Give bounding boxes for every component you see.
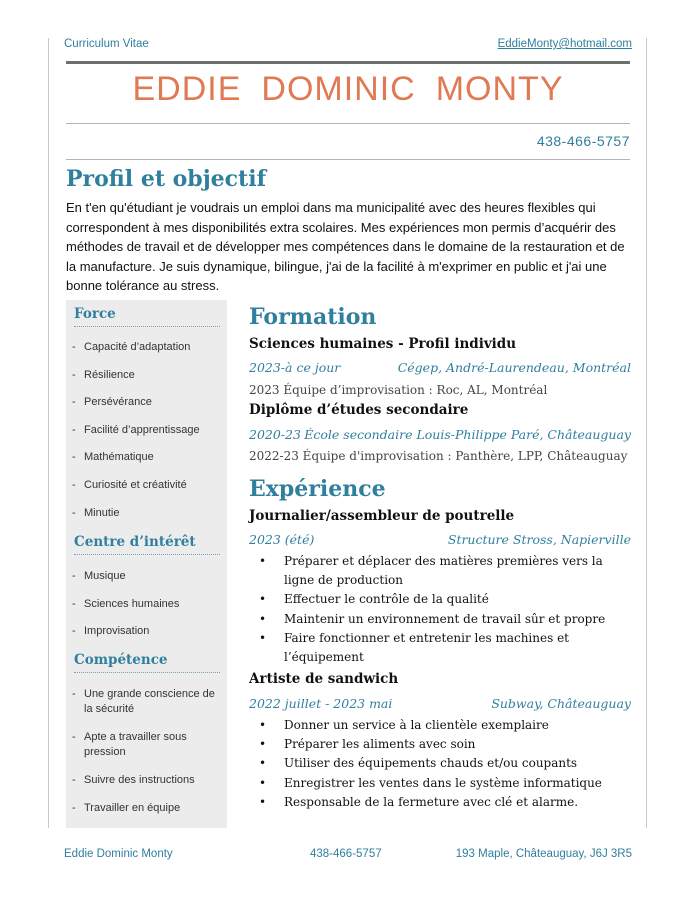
- list-item: - Sciences humaines: [72, 597, 222, 625]
- list-item: - Capacité d’adaptation: [72, 340, 222, 368]
- experience-tasks-list: [259, 716, 631, 812]
- footer-name: Eddie Dominic Monty: [64, 848, 173, 860]
- profile-text: En t'en qu'étudiant je voudrais un emploi dans ma municipalité avec des heures flexibles qui correspondent à mes disponibilités extra scolaires. Mes expériences mon permis d’acquérir des méthodes de travail et de développer mes compétences dans le domaine de la restauration et de la manufacture. Je suis dynamique, bilingue, j'ai de la facilité à m'exprimer en public et j'ai une bonne tolérance au stress.: [66, 200, 625, 293]
- right-margin-line: [646, 38, 647, 828]
- force-list: [72, 340, 222, 533]
- footer-address: 193 Maple, Châteauguay, J6J 3R5: [455, 848, 632, 860]
- header-rule-bottom: [66, 159, 630, 160]
- sidebar: [66, 300, 227, 828]
- skills-list: [72, 687, 222, 829]
- last-name: MONTY: [435, 70, 564, 108]
- email-link[interactable]: EddieMonty@hotmail.com: [497, 38, 632, 50]
- task-item: • Donner un service à la clientèle exemplaire: [259, 716, 631, 735]
- header-phone: 438-466-5757: [536, 133, 630, 149]
- force-heading: Force: [74, 306, 220, 327]
- list-item: - Résilience: [72, 368, 222, 396]
- entry-date: 2020-23: [249, 427, 301, 442]
- interests-heading: Centre d’intérêt: [74, 534, 220, 555]
- header-rule-top: [66, 61, 630, 64]
- entry-place: Cégep, André-Laurendeau, Montréal: [397, 360, 631, 375]
- list-item: - Curiosité et créativité: [72, 478, 222, 506]
- formation-entry-meta: [249, 360, 631, 378]
- list-item: - Suivre des instructions: [72, 773, 222, 788]
- formation-entry-meta: [249, 427, 631, 445]
- entry-date: 2022 juillet - 2023 mai: [249, 696, 393, 711]
- task-item: • Responsable de la fermeture avec clé et alarme.: [259, 793, 631, 812]
- entry-place: École secondaire Louis-Philippe Paré, Châteauguay: [304, 427, 631, 442]
- formation-entry-note: 2023 Équipe d’improvisation : Roc, AL, Montréal: [249, 383, 548, 397]
- experience-entry-title: Journalier/assembleur de poutrelle: [249, 508, 515, 524]
- interests-list: [72, 569, 222, 652]
- header-rule-middle: [66, 123, 630, 124]
- entry-date: 2023 (été): [249, 532, 315, 547]
- entry-place: Structure Stross, Napierville: [447, 532, 631, 547]
- formation-heading: Formation: [249, 304, 377, 330]
- formation-entry-note: 2022-23 Équipe d'improvisation : Panthère, LPP, Châteauguay: [249, 449, 628, 463]
- list-item: - Persévérance: [72, 395, 222, 423]
- list-item: - Musique: [72, 569, 222, 597]
- task-item: • Maintenir un environnement de travail sûr et propre: [259, 610, 631, 629]
- list-item: - Travailler en équipe: [72, 801, 222, 816]
- list-item: - Mathématique: [72, 450, 222, 478]
- list-item: - Apte a travailler sous pression: [72, 730, 222, 760]
- middle-name: DOMINIC: [261, 70, 416, 108]
- entry-date: 2023-à ce jour: [249, 360, 341, 375]
- task-item: • Enregistrer les ventes dans le système informatique: [259, 774, 631, 793]
- left-margin-line: [48, 38, 49, 828]
- task-item: • Faire fonctionner et entretenir les machines et l’équipement: [259, 629, 631, 667]
- candidate-name: [66, 70, 630, 109]
- footer-phone: 438-466-5757: [310, 848, 382, 860]
- experience-heading: Expérience: [249, 476, 386, 502]
- experience-entry-title: Artiste de sandwich: [249, 671, 399, 687]
- task-item: • Effectuer le contrôle de la qualité: [259, 590, 631, 609]
- list-item: - Improvisation: [72, 624, 222, 652]
- task-item: • Utiliser des équipements chauds et/ou coupants: [259, 754, 631, 773]
- experience-entry-meta: [249, 696, 631, 714]
- task-item: • Préparer et déplacer des matières premières vers la ligne de production: [259, 552, 631, 590]
- experience-tasks-list: [259, 552, 631, 667]
- first-name: EDDIE: [132, 70, 242, 108]
- experience-entry-meta: [249, 532, 631, 550]
- formation-entry-title: Diplôme d’études secondaire: [249, 402, 469, 418]
- entry-place: Subway, Châteauguay: [491, 696, 631, 711]
- list-item: - Facilité d’apprentissage: [72, 423, 222, 451]
- profile-heading: Profil et objectif: [66, 166, 267, 192]
- list-item: - Minutie: [72, 506, 222, 534]
- list-item: - Une grande conscience de la sécurité: [72, 687, 222, 717]
- skills-heading: Compétence: [74, 652, 220, 673]
- task-item: • Préparer les aliments avec soin: [259, 735, 631, 754]
- document-label: Curriculum Vitae: [64, 38, 149, 50]
- formation-entry-title: Sciences humaines - Profil individu: [249, 336, 517, 352]
